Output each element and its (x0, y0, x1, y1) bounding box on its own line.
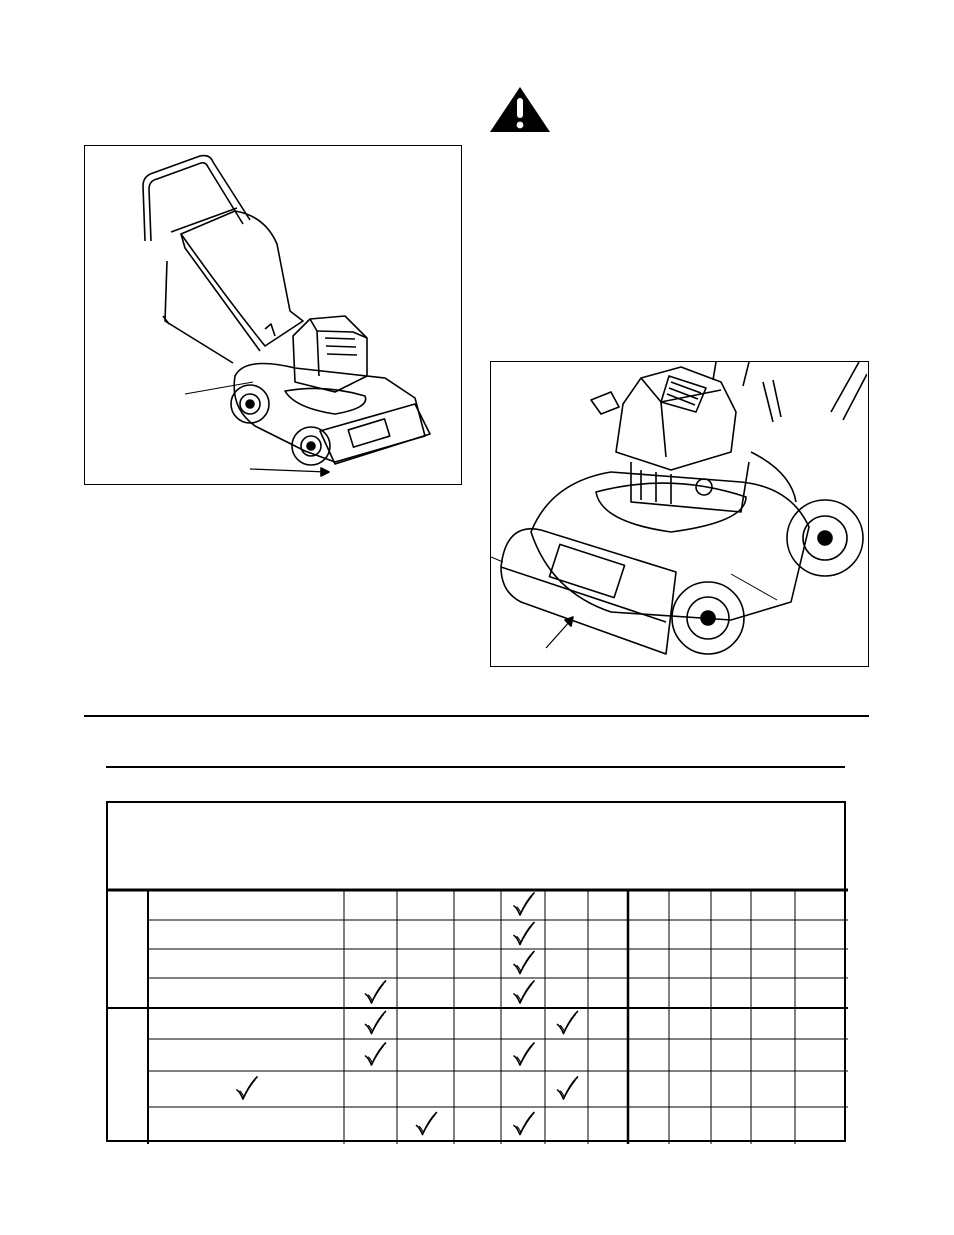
check-mark-icon (514, 1113, 534, 1135)
check-mark-icon (558, 1077, 578, 1099)
check-mark-icon (417, 1113, 437, 1135)
schedule-grid (108, 803, 848, 1144)
leaf-vacuum-illustration (85, 146, 460, 483)
check-mark-icon (514, 952, 534, 974)
check-mark-icon (558, 1012, 578, 1034)
check-mark-icon (514, 893, 534, 915)
check-mark-icon (514, 1043, 534, 1065)
check-mark-icon (514, 923, 534, 945)
warning-triangle-icon (488, 86, 552, 134)
section-heading-rule (106, 766, 845, 768)
engine-closeup-illustration (491, 362, 867, 665)
check-mark-icon (366, 1012, 386, 1034)
check-mark-icon (366, 981, 386, 1003)
section-divider (84, 715, 869, 717)
maintenance-schedule-table (106, 801, 846, 1142)
figure-leaf-vacuum-front (490, 361, 869, 667)
check-mark-icon (366, 1043, 386, 1065)
check-mark-icon (514, 981, 534, 1003)
check-mark-icon (237, 1077, 257, 1099)
figure-leaf-vacuum-rear (84, 145, 462, 485)
